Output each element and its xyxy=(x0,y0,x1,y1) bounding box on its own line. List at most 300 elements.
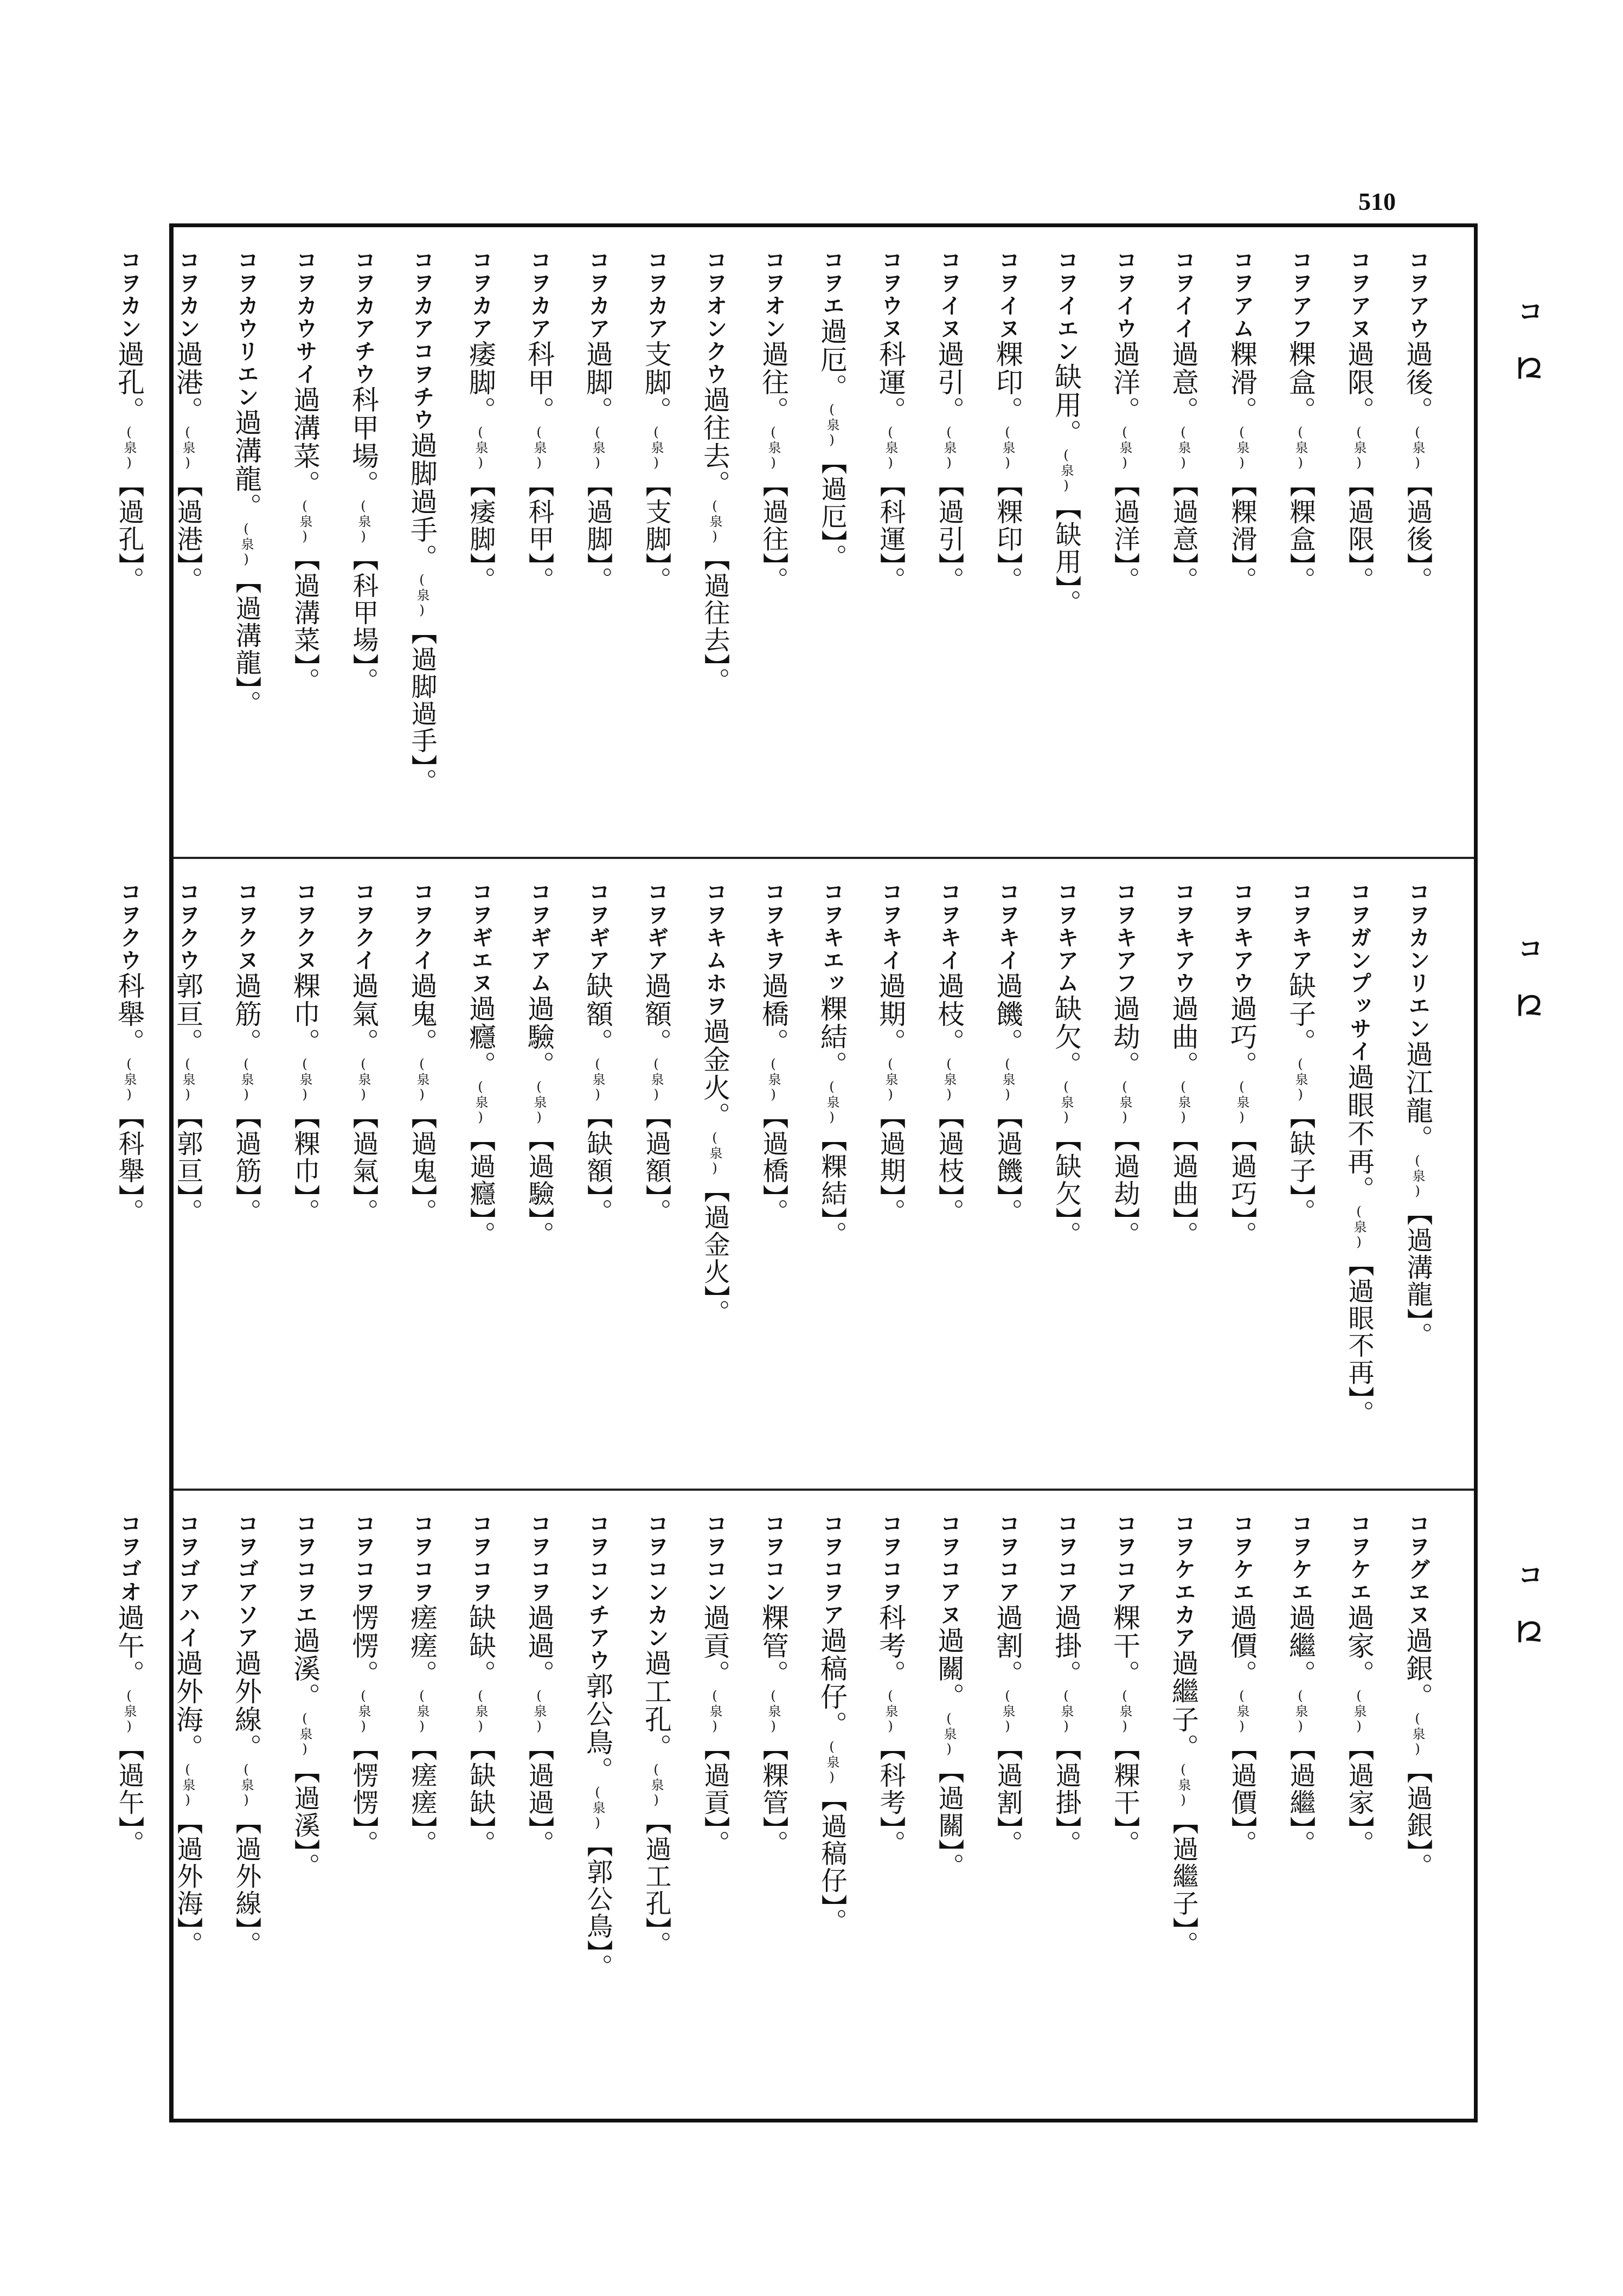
entry-source: (泉) xyxy=(356,1056,371,1103)
entry-annotation: 【過劫】。 xyxy=(1109,1126,1140,1248)
entry-word: 粿結。 xyxy=(816,995,848,1079)
entry-reading: コヲキア xyxy=(1288,881,1313,972)
dictionary-entry xyxy=(451,249,510,835)
entry-annotation: 【粿干】。 xyxy=(1109,1735,1140,1857)
dictionary-entry xyxy=(393,249,451,835)
dictionary-entry xyxy=(803,881,861,1466)
dictionary-entry xyxy=(1388,881,1447,1466)
entry-source: (泉) xyxy=(1059,1688,1074,1735)
entry-source: (泉) xyxy=(649,425,664,471)
entry-reading: コヲコヲ xyxy=(409,1512,434,1604)
entry-annotation: 【科舉】。 xyxy=(114,1103,144,1226)
entry-reading: コヲコヲ xyxy=(351,1512,376,1604)
entry-word: 科甲。 xyxy=(523,340,555,425)
dictionary-entry xyxy=(1154,1512,1213,2098)
entry-annotation: 【過外線】。 xyxy=(231,1808,261,1958)
dictionary-entry xyxy=(1388,1512,1447,2098)
entry-word: 科舉。 xyxy=(113,972,145,1056)
entry-annotation: 【過意】。 xyxy=(1168,471,1198,594)
entry-reading: コヲキヲ xyxy=(761,881,786,972)
dictionary-entry xyxy=(510,1512,568,2098)
entry-annotation: 【缺用】。 xyxy=(1051,494,1081,617)
entry-source: (泉) xyxy=(883,425,898,471)
entry-reading: コヲカア xyxy=(644,249,669,340)
entry-source: (泉) xyxy=(1293,1056,1308,1103)
entry-source: (泉) xyxy=(180,1056,195,1103)
entry-reading: コヲキイ xyxy=(936,881,961,972)
dictionary-entry xyxy=(275,1512,334,2098)
entry-word: 缺用。 xyxy=(1050,363,1082,447)
entry-reading: コヲアフ xyxy=(1288,249,1313,340)
entry-word: 過脚。 xyxy=(582,340,613,425)
entry-source: (泉) xyxy=(1059,447,1074,494)
entry-word: 過稿仔。 xyxy=(816,1626,848,1739)
entry-source: (泉) xyxy=(1410,1711,1425,1758)
entry-source: (泉) xyxy=(1410,425,1425,471)
entry-source: (泉) xyxy=(297,1056,312,1103)
entry-source: (泉) xyxy=(1117,1079,1132,1126)
dictionary-entry xyxy=(744,1512,803,2098)
entry-annotation: 【缺子】。 xyxy=(1285,1103,1316,1226)
entry-source: (泉) xyxy=(1351,1204,1367,1250)
entry-reading: コヲギアム xyxy=(527,881,551,995)
entry-reading: コヲゴアハイ xyxy=(175,1512,200,1649)
entry-word: 過額。 xyxy=(640,972,672,1056)
entry-reading: コヲクイ xyxy=(409,881,434,972)
page-number: 510 xyxy=(1358,188,1396,215)
entry-reading: コヲクヌ xyxy=(234,881,259,972)
entry-annotation: 【過橋】。 xyxy=(758,1103,788,1226)
entry-word: 粿盒。 xyxy=(1285,340,1316,425)
dictionary-entry xyxy=(393,881,451,1466)
entry-reading: コヲキアム xyxy=(1054,881,1079,995)
dictionary-entry xyxy=(1037,881,1095,1466)
dictionary-entry xyxy=(685,881,744,1466)
entry-source: (泉) xyxy=(1117,1688,1132,1735)
dictionary-entry xyxy=(100,249,158,835)
entry-word: 科考。 xyxy=(875,1604,906,1688)
entry-annotation: 【過引】。 xyxy=(934,471,964,594)
entry-annotation: 【過港】。 xyxy=(172,471,203,594)
dictionary-entry xyxy=(334,1512,393,2098)
entry-source: (泉) xyxy=(766,1056,781,1103)
entry-source: (泉) xyxy=(766,425,781,471)
dictionary-entry xyxy=(1095,249,1154,835)
entry-word: 粿管。 xyxy=(758,1604,789,1688)
entry-column-group xyxy=(100,249,1447,835)
entry-source: (泉) xyxy=(414,572,429,619)
entry-word: 粿滑。 xyxy=(1226,340,1258,425)
dictionary-entry xyxy=(275,881,334,1466)
entry-word: 過外海。 xyxy=(172,1649,203,1762)
entry-reading: コヲカア xyxy=(585,249,610,340)
entry-annotation: 【過洋】。 xyxy=(1109,471,1140,594)
entry-column-group xyxy=(100,1512,1447,2098)
entry-source: (泉) xyxy=(1351,425,1367,471)
entry-reading: コヲキアウ xyxy=(1171,881,1196,995)
dictionary-entry xyxy=(627,881,685,1466)
dictionary-entry xyxy=(1213,249,1271,835)
section-mark: コ 𛀁 xyxy=(1513,298,1543,380)
dictionary-entry xyxy=(217,1512,275,2098)
entry-source: (泉) xyxy=(1000,1056,1015,1103)
entry-annotation: 【缺額】。 xyxy=(582,1103,613,1226)
entry-reading: コヲキエッ xyxy=(819,881,844,995)
entry-source: (泉) xyxy=(531,425,547,471)
dictionary-entry xyxy=(803,1512,861,2098)
dictionary-entry xyxy=(1037,249,1095,835)
entry-reading: コヲケエ xyxy=(1229,1512,1254,1604)
entry-word: 過劫。 xyxy=(1109,995,1140,1079)
entry-source: (泉) xyxy=(1234,425,1249,471)
entry-source: (泉) xyxy=(473,1688,488,1735)
entry-word: 過過。 xyxy=(523,1604,555,1688)
entry-source: (泉) xyxy=(297,498,312,545)
entry-reading: コヲクウ xyxy=(117,881,142,972)
entry-source: (泉) xyxy=(1176,1079,1191,1126)
entry-word: 過巧。 xyxy=(1226,995,1258,1079)
entry-annotation: 【過繼】。 xyxy=(1285,1735,1316,1857)
entry-source: (泉) xyxy=(1351,1688,1367,1735)
entry-word: 瘥瘥。 xyxy=(406,1604,438,1688)
dictionary-band-1 xyxy=(113,227,1543,859)
entry-reading: コヲケエ xyxy=(1346,1512,1371,1604)
dictionary-entry xyxy=(1154,881,1213,1466)
entry-source: (泉) xyxy=(883,1056,898,1103)
entry-word: 過橋。 xyxy=(758,972,789,1056)
entry-reading: コヲコンチアウ xyxy=(585,1512,610,1672)
entry-annotation: 【支脚】。 xyxy=(641,471,671,594)
dictionary-entry xyxy=(685,249,744,835)
entry-word: 缺缺。 xyxy=(465,1604,496,1688)
dictionary-entry xyxy=(275,249,334,835)
entry-annotation: 【過繼子】。 xyxy=(1168,1808,1198,1958)
dictionary-band-3 xyxy=(113,1491,1543,2119)
entry-annotation: 【粿結】。 xyxy=(817,1126,847,1248)
dictionary-entry xyxy=(861,1512,920,2098)
entry-word: 過氣。 xyxy=(348,972,379,1056)
entry-annotation: 【過枝】。 xyxy=(934,1103,964,1226)
entry-reading: コヲゴオ xyxy=(117,1512,142,1604)
entry-source: (泉) xyxy=(649,1056,664,1103)
entry-annotation: 【過金火】。 xyxy=(700,1177,730,1326)
entry-word: 過鬼。 xyxy=(406,972,438,1056)
dictionary-entry xyxy=(510,249,568,835)
entry-reading: コヲカン xyxy=(175,249,200,340)
entry-word: 過家。 xyxy=(1343,1604,1375,1688)
entry-source: (泉) xyxy=(941,425,957,471)
entry-annotation: 【過眼不再】。 xyxy=(1344,1250,1374,1427)
entry-annotation: 【郭公鳥】。 xyxy=(582,1831,613,1981)
entry-annotation: 【過曲】。 xyxy=(1168,1126,1198,1248)
dictionary-entry xyxy=(451,881,510,1466)
entry-reading: コヲコヲア xyxy=(819,1512,844,1626)
entry-reading: コヲカア xyxy=(468,249,493,340)
entry-reading: コヲアム xyxy=(1229,249,1254,340)
entry-source: (泉) xyxy=(941,1711,957,1758)
dictionary-entry xyxy=(1330,881,1388,1466)
entry-word: 過往去。 xyxy=(699,386,730,498)
entry-reading: コヲコヲエ xyxy=(292,1512,317,1626)
entry-reading: コヲクイ xyxy=(351,881,376,972)
entry-source: (泉) xyxy=(121,1056,137,1103)
entry-word: 過午。 xyxy=(113,1604,145,1688)
dictionary-entry xyxy=(451,1512,510,2098)
entry-source: (泉) xyxy=(1234,1079,1249,1126)
dictionary-entry xyxy=(861,881,920,1466)
entry-source: (泉) xyxy=(297,1711,312,1758)
entry-annotation: 【過工孔】。 xyxy=(641,1808,671,1958)
dictionary-entry xyxy=(217,249,275,835)
dictionary-entry xyxy=(158,881,217,1466)
entry-source: (泉) xyxy=(239,1762,254,1808)
entry-source: (泉) xyxy=(180,425,195,471)
section-mark: コ 𛀁 xyxy=(1513,1561,1543,1644)
entry-word: 過繼。 xyxy=(1285,1604,1316,1688)
entry-reading: コヲキムホヲ xyxy=(702,881,727,1017)
entry-word: 過金火。 xyxy=(699,1017,730,1130)
entry-annotation: 【過期】。 xyxy=(875,1103,906,1226)
entry-reading: コヲケエカア xyxy=(1171,1512,1196,1649)
entry-annotation: 【過厄】。 xyxy=(817,448,847,571)
entry-source: (泉) xyxy=(531,1688,547,1735)
entry-word: 粿巾。 xyxy=(289,972,320,1056)
entry-annotation: 【過銀】。 xyxy=(1402,1758,1433,1880)
entry-word: 缺子。 xyxy=(1285,972,1316,1056)
entry-source: (泉) xyxy=(824,402,839,448)
entry-annotation: 【過癮】。 xyxy=(465,1126,496,1248)
entry-annotation: 【科考】。 xyxy=(875,1735,906,1857)
entry-reading: コヲカアチウ xyxy=(351,249,376,386)
entry-source: (泉) xyxy=(1000,1688,1015,1735)
entry-word: 郭公鳥。 xyxy=(582,1672,613,1785)
entry-reading: コヲカンリエン xyxy=(1405,881,1430,1040)
dictionary-entry xyxy=(627,249,685,835)
entry-annotation: 【缺缺】。 xyxy=(465,1735,496,1857)
entry-annotation: 【過關】。 xyxy=(934,1758,964,1880)
entry-source: (泉) xyxy=(180,1762,195,1808)
entry-source: (泉) xyxy=(1059,1079,1074,1126)
entry-annotation: 【過脚】。 xyxy=(582,471,613,594)
entry-word: 科甲場。 xyxy=(348,386,379,498)
entry-reading: コヲカウリエン xyxy=(234,249,259,408)
entry-word: 過筋。 xyxy=(230,972,262,1056)
entry-source: (泉) xyxy=(590,1056,605,1103)
entry-reading: コヲキアウ xyxy=(1229,881,1254,995)
entry-word: 過意。 xyxy=(1167,340,1199,425)
dictionary-entry xyxy=(744,249,803,835)
entry-reading: コヲグヱヌ xyxy=(1405,1512,1430,1626)
dictionary-entry xyxy=(217,881,275,1466)
dictionary-entry xyxy=(568,249,627,835)
entry-annotation: 【過饑】。 xyxy=(992,1103,1023,1226)
entry-annotation: 【科運】。 xyxy=(875,471,906,594)
dictionary-entry xyxy=(568,881,627,1466)
entry-source: (泉) xyxy=(590,1785,605,1831)
entry-reading: コヲオンクウ xyxy=(702,249,727,386)
entry-word: 痿脚。 xyxy=(465,340,496,425)
entry-annotation: 【科甲】。 xyxy=(524,471,554,594)
entry-word: 過港。 xyxy=(172,340,203,425)
entry-reading: コヲイイ xyxy=(1171,249,1196,340)
entry-reading: コヲイエン xyxy=(1054,249,1079,363)
entry-reading: コヲギア xyxy=(585,881,610,972)
dictionary-entry xyxy=(978,249,1037,835)
entry-reading: コヲケエ xyxy=(1288,1512,1313,1604)
entry-reading: コヲクウ xyxy=(175,881,200,972)
entry-word: 過溝菜。 xyxy=(289,386,320,498)
entry-annotation: 【過筋】。 xyxy=(231,1103,261,1226)
dictionary-entry xyxy=(158,1512,217,2098)
dictionary-entry xyxy=(334,881,393,1466)
entry-reading: コヲガンプッサイ xyxy=(1346,881,1371,1063)
entry-word: 過厄。 xyxy=(816,317,848,402)
dictionary-entry xyxy=(1330,1512,1388,2098)
entry-reading: コヲキイ xyxy=(995,881,1020,972)
entry-source: (泉) xyxy=(649,1762,664,1808)
entry-reading: コヲコア xyxy=(995,1512,1020,1604)
entry-word: 過江龍。 xyxy=(1402,1040,1433,1153)
entry-reading: コヲイヌ xyxy=(936,249,961,340)
entry-annotation: 【過掛】。 xyxy=(1051,1735,1081,1857)
entry-word: 郭亘。 xyxy=(172,972,203,1056)
entry-annotation: 【過驗】。 xyxy=(524,1126,554,1248)
dictionary-entry xyxy=(568,1512,627,2098)
entry-annotation: 【過孔】。 xyxy=(114,471,144,594)
entry-word: 過饑。 xyxy=(992,972,1023,1056)
entry-annotation: 【粿盒】。 xyxy=(1285,471,1316,594)
dictionary-entry xyxy=(1330,249,1388,835)
dictionary-band-2 xyxy=(113,859,1543,1491)
entry-word: 愣愣。 xyxy=(348,1604,379,1688)
dictionary-entry xyxy=(1213,881,1271,1466)
entry-word: 過引。 xyxy=(933,340,965,425)
entry-annotation: 【郭亘】。 xyxy=(172,1103,203,1226)
dictionary-entry xyxy=(1388,249,1447,835)
dictionary-entry xyxy=(1271,1512,1330,2098)
entry-annotation: 【粿滑】。 xyxy=(1227,471,1257,594)
entry-word: 過割。 xyxy=(992,1604,1023,1688)
entry-source: (泉) xyxy=(473,1079,488,1126)
entry-word: 過關。 xyxy=(933,1626,965,1711)
entry-annotation: 【愣愣】。 xyxy=(348,1735,379,1857)
entry-word: 過脚過手。 xyxy=(406,431,438,572)
dictionary-entry xyxy=(334,249,393,835)
dictionary-entry xyxy=(1095,1512,1154,2098)
entry-reading: コヲクヌ xyxy=(292,881,317,972)
entry-word: 過溪。 xyxy=(289,1626,320,1711)
dictionary-entry xyxy=(510,881,568,1466)
entry-annotation: 【過過】。 xyxy=(524,1735,554,1857)
dictionary-entry xyxy=(100,1512,158,2098)
entry-reading: コヲキアフ xyxy=(1112,881,1137,995)
entry-annotation: 【過溝龍】。 xyxy=(231,568,261,717)
entry-source: (泉) xyxy=(1000,425,1015,471)
dictionary-entry xyxy=(803,249,861,835)
entry-reading: コヲウヌ xyxy=(878,249,903,340)
entry-source: (泉) xyxy=(121,1688,137,1735)
entry-reading: コヲコヲ xyxy=(468,1512,493,1604)
entry-source: (泉) xyxy=(239,1056,254,1103)
entry-word: 過眼不再。 xyxy=(1343,1063,1375,1204)
entry-source: (泉) xyxy=(766,1688,781,1735)
entry-annotation: 【過溝龍】。 xyxy=(1402,1200,1433,1349)
entry-source: (泉) xyxy=(590,425,605,471)
entry-reading: コヲキイ xyxy=(878,881,903,972)
entry-word: 過外線。 xyxy=(230,1649,262,1762)
dictionary-entry xyxy=(920,881,978,1466)
entry-word: 過限。 xyxy=(1343,340,1375,425)
dictionary-frame xyxy=(113,223,1543,2122)
dictionary-entry xyxy=(920,249,978,835)
entry-annotation: 【過鬼】。 xyxy=(407,1103,437,1226)
entry-reading: コヲカアコヲチウ xyxy=(409,249,434,431)
entry-word: 過工孔。 xyxy=(640,1649,672,1762)
entry-annotation: 【粿巾】。 xyxy=(290,1103,320,1226)
entry-word: 粿干。 xyxy=(1109,1604,1140,1688)
entry-reading: コヲコン xyxy=(761,1512,786,1604)
entry-reading: コヲコア xyxy=(1112,1512,1137,1604)
entry-word: 缺額。 xyxy=(582,972,613,1056)
entry-source: (泉) xyxy=(1176,425,1191,471)
dictionary-entry xyxy=(1037,1512,1095,2098)
entry-word: 過癮。 xyxy=(465,995,496,1079)
entry-source: (泉) xyxy=(1117,425,1132,471)
entry-word: 過後。 xyxy=(1402,340,1433,425)
entry-annotation: 【過溝菜】。 xyxy=(290,545,320,695)
dictionary-entry xyxy=(1213,1512,1271,2098)
entry-source: (泉) xyxy=(824,1739,839,1786)
entry-source: (泉) xyxy=(414,1688,429,1735)
entry-column-group xyxy=(100,881,1447,1466)
entry-source: (泉) xyxy=(1293,425,1308,471)
entry-annotation: 【過貢】。 xyxy=(700,1735,730,1857)
entry-reading: コヲカウサイ xyxy=(292,249,317,386)
entry-reading: コヲコン xyxy=(702,1512,727,1604)
dictionary-entry xyxy=(1271,249,1330,835)
entry-word: 支脚。 xyxy=(640,340,672,425)
entry-source: (泉) xyxy=(707,498,722,545)
entry-word: 過枝。 xyxy=(933,972,965,1056)
entry-annotation: 【過溪】。 xyxy=(290,1758,320,1880)
entry-annotation: 【過巧】。 xyxy=(1227,1126,1257,1248)
entry-reading: コヲギア xyxy=(644,881,669,972)
dictionary-entry xyxy=(1095,881,1154,1466)
entry-annotation: 【過後】。 xyxy=(1402,471,1433,594)
entry-word: 科運。 xyxy=(875,340,906,425)
entry-word: 過貢。 xyxy=(699,1604,730,1688)
entry-annotation: 【過午】。 xyxy=(114,1735,144,1857)
entry-annotation: 【缺欠】。 xyxy=(1051,1126,1081,1248)
entry-annotation: 【粿管】。 xyxy=(758,1735,788,1857)
dictionary-entry xyxy=(978,881,1037,1466)
section-mark: コ 𛀁 xyxy=(1513,935,1543,1017)
entry-source: (泉) xyxy=(707,1130,722,1177)
dictionary-entry xyxy=(1271,881,1330,1466)
entry-reading: コヲコンカン xyxy=(644,1512,669,1649)
entry-word: 過價。 xyxy=(1226,1604,1258,1688)
entry-word: 過銀。 xyxy=(1402,1626,1433,1711)
entry-annotation: 【過外海】。 xyxy=(172,1808,203,1958)
dictionary-entry xyxy=(627,1512,685,2098)
entry-annotation: 【過限】。 xyxy=(1344,471,1374,594)
entry-source: (泉) xyxy=(121,425,137,471)
entry-word: 缺欠。 xyxy=(1050,995,1082,1079)
entry-reading: コヲアウ xyxy=(1405,249,1430,340)
entry-source: (泉) xyxy=(356,1688,371,1735)
dictionary-entry xyxy=(861,249,920,835)
dictionary-entry xyxy=(100,881,158,1466)
